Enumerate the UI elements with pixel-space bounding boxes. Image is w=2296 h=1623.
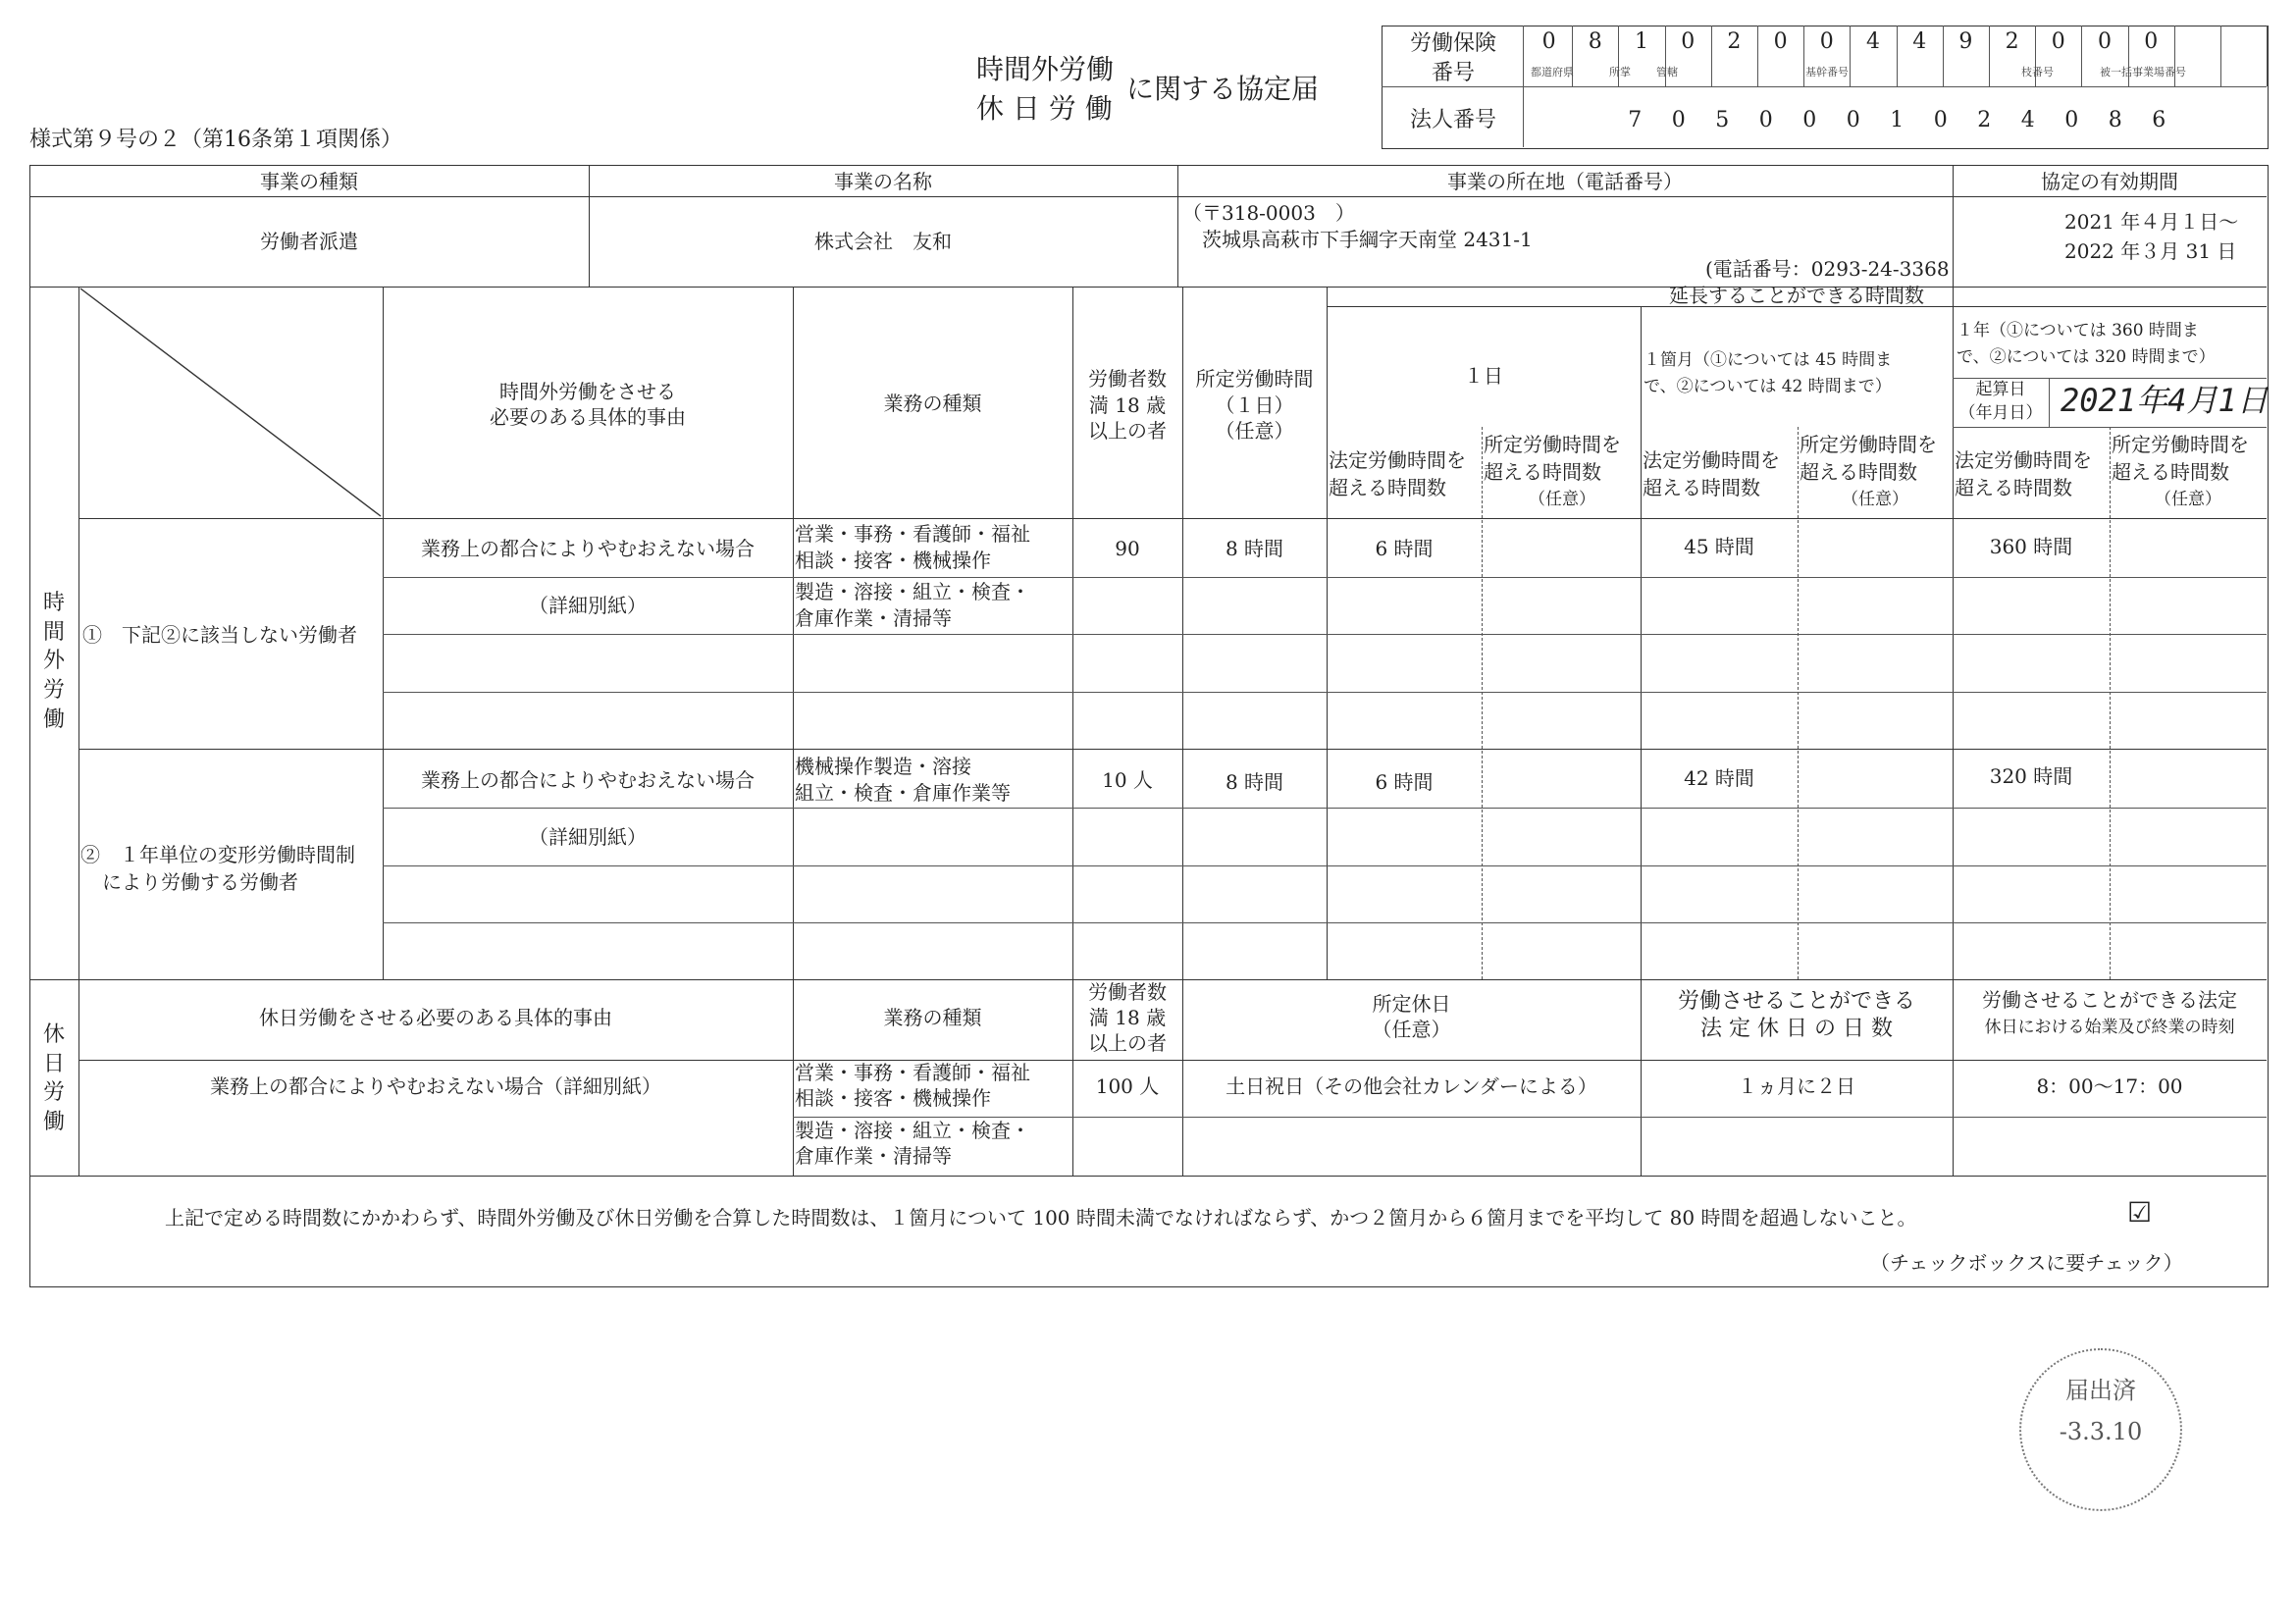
holiday-days-off-header-2: （任意） — [1372, 1018, 1451, 1041]
hours-header-2: （１日） — [1215, 393, 1294, 417]
legal-over-header: 超える時間数 — [1643, 476, 1760, 499]
day-header: １日 — [1464, 364, 1503, 388]
insurance-sublabel: 被一括事業場番号 — [2100, 66, 2186, 79]
insurance-digit: 0 — [2098, 29, 2112, 54]
legal-over-header: 法定労働時間を — [1329, 448, 1466, 472]
corp-number-label: 法人番号 — [1409, 108, 1496, 132]
g1-day: 6 時間 — [1375, 537, 1434, 560]
g1-work-1: 営業・事務・看護師・福祉 — [795, 522, 1030, 546]
hours-header-3: （任意） — [1215, 419, 1294, 443]
prescribed-over-header: 超える時間数 — [2112, 460, 2229, 484]
g1-work-2: 倉庫作業・清掃等 — [795, 606, 952, 630]
header-diagonal — [78, 287, 383, 518]
insurance-sublabel: 基幹番号 — [1805, 66, 1849, 79]
digit-divider — [1943, 26, 1944, 86]
year-header-1: １年（①については 360 時間ま — [1957, 321, 2199, 340]
corp-digit: 0 — [2064, 108, 2079, 132]
holiday-count-header-2: 満 18 歳 — [1088, 1006, 1167, 1029]
holiday-count-header-1: 労働者数 — [1088, 980, 1167, 1004]
year-header-2: で、②については 320 時間まで） — [1957, 347, 2216, 367]
reason-header-1: 時間外労働をさせる — [499, 380, 676, 403]
holiday-time-header-2: 休日における始業及び終業の時刻 — [1984, 1018, 2235, 1037]
digit-divider — [1850, 26, 1851, 86]
work-type-header: 業務の種類 — [883, 392, 982, 415]
holiday-count: 100 人 — [1095, 1074, 1160, 1098]
insurance-digit: 0 — [1681, 29, 1696, 54]
business-type-value: 労働者派遣 — [260, 230, 358, 253]
holiday-time-header-1: 労働させることができる法定 — [1982, 988, 2237, 1012]
holiday-work-1: 営業・事務・看護師・福祉 — [795, 1061, 1030, 1084]
g2-work: 機械操作製造・溶接 — [795, 755, 971, 778]
period-to: 2022 年３月 31 日 — [2064, 239, 2237, 263]
insurance-label-1: 労働保険 — [1409, 31, 1496, 56]
insurance-digit: 4 — [1912, 29, 1927, 54]
group1-label: ① 下記②に該当しない労働者 — [82, 623, 357, 647]
business-name-header: 事業の名称 — [834, 170, 932, 193]
digit-divider — [2081, 26, 2082, 86]
prescribed-over-header: 超える時間数 — [1800, 460, 1917, 484]
holiday-work-1: 相談・接客・機械操作 — [795, 1086, 991, 1110]
holiday-reason: 業務上の都合によりやむおえない場合（詳細別紙） — [210, 1074, 661, 1098]
insurance-digit: 0 — [2051, 29, 2065, 54]
corp-digit: 2 — [1977, 108, 1992, 132]
group2-label-2: により労働する労働者 — [102, 870, 298, 894]
count-header-2: 満 18 歳 — [1088, 393, 1167, 417]
g2-month: 42 時間 — [1684, 766, 1754, 790]
group2-label-1: ② １年単位の変形労働時間制 — [80, 843, 355, 866]
g2-count: 10 人 — [1102, 768, 1153, 792]
extension-header: 延長することができる時間数 — [1669, 284, 1924, 307]
period-header: 協定の有効期間 — [2041, 170, 2178, 193]
holiday-count-header-3: 以上の者 — [1088, 1031, 1167, 1055]
g1-detail: （詳細別紙） — [529, 594, 647, 617]
corp-digit: 1 — [1890, 108, 1905, 132]
g1-year: 360 時間 — [1989, 535, 2073, 558]
insurance-sublabel: 管轄 — [1656, 66, 1678, 79]
stamp-text-2: -3.3.10 — [2059, 1418, 2143, 1445]
start-date-label-1: 起算日 — [1975, 380, 2026, 399]
digit-divider — [2220, 26, 2221, 86]
corp-digit: 4 — [2020, 108, 2035, 132]
g2-hours: 8 時間 — [1225, 770, 1284, 794]
digit-divider — [2267, 26, 2268, 86]
optional-note: （任意） — [2155, 490, 2221, 509]
compliance-checkbox[interactable]: ☑ — [2127, 1196, 2153, 1229]
holiday-work-header: 業務の種類 — [883, 1006, 982, 1029]
address-value: 茨城県高萩市下手綱字天南堂 2431-1 — [1202, 228, 1533, 251]
prescribed-over-header: 超える時間数 — [1484, 460, 1601, 484]
corp-digit: 6 — [2152, 108, 2166, 132]
insurance-digit: 4 — [1866, 29, 1880, 54]
insurance-digit: 9 — [1958, 29, 1973, 54]
count-header-1: 労働者数 — [1088, 367, 1167, 391]
g2-day: 6 時間 — [1375, 770, 1434, 794]
insurance-digit: 2 — [2005, 29, 2019, 54]
holiday-days-header-1: 労働させることができる — [1677, 989, 1915, 1014]
overtime-section-label: 時間外労働 — [42, 591, 65, 732]
corp-digit: 0 — [1802, 108, 1817, 132]
g1-work-1: 相談・接客・機械操作 — [795, 549, 991, 572]
holiday-work-2: 製造・溶接・組立・検査・ — [795, 1119, 1030, 1142]
postal-code: （〒318-0003 ） — [1182, 201, 1355, 225]
business-name-value: 株式会社 友和 — [814, 230, 952, 253]
month-header-1: １箇月（①については 45 時間ま — [1644, 350, 1893, 370]
business-type-header: 事業の種類 — [260, 170, 358, 193]
prescribed-over-header: 所定労働時間を — [1800, 433, 1937, 456]
received-stamp — [2019, 1348, 2182, 1511]
legal-over-header: 法定労働時間を — [1643, 448, 1780, 472]
digit-divider — [1757, 26, 1758, 86]
insurance-digit: 0 — [2144, 29, 2159, 54]
holiday-days-off-header-1: 所定休日 — [1372, 992, 1451, 1016]
phone-value: (電話番号：0293-24-3368 — [1705, 257, 1950, 281]
prescribed-over-header: 所定労働時間を — [2112, 433, 2249, 456]
holiday-days-off: 土日祝日（その他会社カレンダーによる） — [1226, 1074, 1597, 1098]
optional-note: （任意） — [1529, 490, 1595, 509]
stamp-text-1: 届出済 — [2065, 1377, 2136, 1404]
holiday-reason-header: 休日労働をさせる必要のある具体的事由 — [259, 1006, 612, 1029]
insurance-digit: 8 — [1588, 29, 1602, 54]
corp-digit: 5 — [1715, 108, 1730, 132]
title-line2: 休 日 労 働 — [976, 92, 1113, 125]
g1-work-2: 製造・溶接・組立・検査・ — [795, 580, 1030, 603]
insurance-digit: 1 — [1635, 29, 1648, 54]
insurance-digit: 0 — [1541, 29, 1556, 54]
hours-header-1: 所定労働時間 — [1195, 367, 1314, 391]
checkbox-note: （チェックボックスに要チェック） — [1870, 1251, 2183, 1275]
corp-digit: 0 — [1758, 108, 1773, 132]
g1-count: 90 — [1115, 537, 1140, 560]
corp-digit: 0 — [1671, 108, 1686, 132]
footer-statement: 上記で定める時間数にかかわらず、時間外労働及び休日労働を合算した時間数は、１箇月について 100 時間未満でなければならず、かつ２箇月から６箇月までを平均して 80 時間を超過しないこと。 — [165, 1206, 1917, 1230]
digit-divider — [1989, 26, 1990, 86]
g2-year: 320 時間 — [1989, 764, 2073, 788]
legal-over-header: 超える時間数 — [1955, 476, 2072, 499]
g1-reason: 業務上の都合によりやむおえない場合 — [421, 537, 755, 560]
insurance-digit: 0 — [1819, 29, 1834, 54]
title-line1: 時間外労働 — [976, 53, 1115, 85]
digit-divider — [1711, 26, 1712, 86]
g2-reason: 業務上の都合によりやむおえない場合 — [421, 768, 755, 792]
insurance-digit: 0 — [1773, 29, 1788, 54]
holiday-days: １ヵ月に２日 — [1738, 1074, 1855, 1098]
corp-digit: 8 — [2108, 108, 2122, 132]
g2-detail: （詳細別紙） — [529, 825, 647, 849]
insurance-sublabel: 枝番号 — [2021, 66, 2054, 79]
period-from: 2021 年４月１日～ — [2064, 210, 2239, 234]
insurance-sublabel: 所掌 — [1609, 66, 1631, 79]
legal-over-header: 法定労働時間を — [1955, 448, 2092, 472]
count-header-3: 以上の者 — [1088, 419, 1167, 443]
g2-work: 組立・検査・倉庫作業等 — [795, 781, 1011, 805]
form-number: 様式第９号の２（第16条第１項関係） — [29, 128, 402, 152]
insurance-digit: 2 — [1727, 29, 1742, 54]
holiday-section-label: 休日労働 — [42, 1022, 65, 1135]
start-date-label-2: （年月日） — [1958, 403, 2043, 423]
corp-digit: 0 — [1846, 108, 1860, 132]
g1-hours: 8 時間 — [1225, 537, 1284, 560]
address-header: 事業の所在地（電話番号） — [1447, 170, 1683, 193]
holiday-time: 8：00～17：00 — [2036, 1074, 2183, 1098]
title-suffix: に関する協定届 — [1126, 73, 1320, 105]
holiday-work-2: 倉庫作業・清掃等 — [795, 1144, 952, 1168]
g1-month: 45 時間 — [1684, 535, 1754, 558]
optional-note: （任意） — [1842, 490, 1908, 509]
holiday-days-header-2: 法 定 休 日 の 日 数 — [1700, 1017, 1893, 1041]
corp-digit: 0 — [1933, 108, 1948, 132]
prescribed-over-header: 所定労働時間を — [1484, 433, 1621, 456]
insurance-sublabel: 都道府県 — [1531, 66, 1574, 79]
insurance-label-2: 番号 — [1431, 61, 1475, 85]
month-header-2: で、②については 42 時間まで） — [1644, 377, 1892, 396]
start-date-value: 2021年4月1日 — [2061, 382, 2269, 419]
corp-digit: 7 — [1628, 108, 1643, 132]
legal-over-header: 超える時間数 — [1329, 476, 1446, 499]
reason-header-2: 必要のある具体的事由 — [490, 405, 686, 429]
digit-divider — [1897, 26, 1898, 86]
